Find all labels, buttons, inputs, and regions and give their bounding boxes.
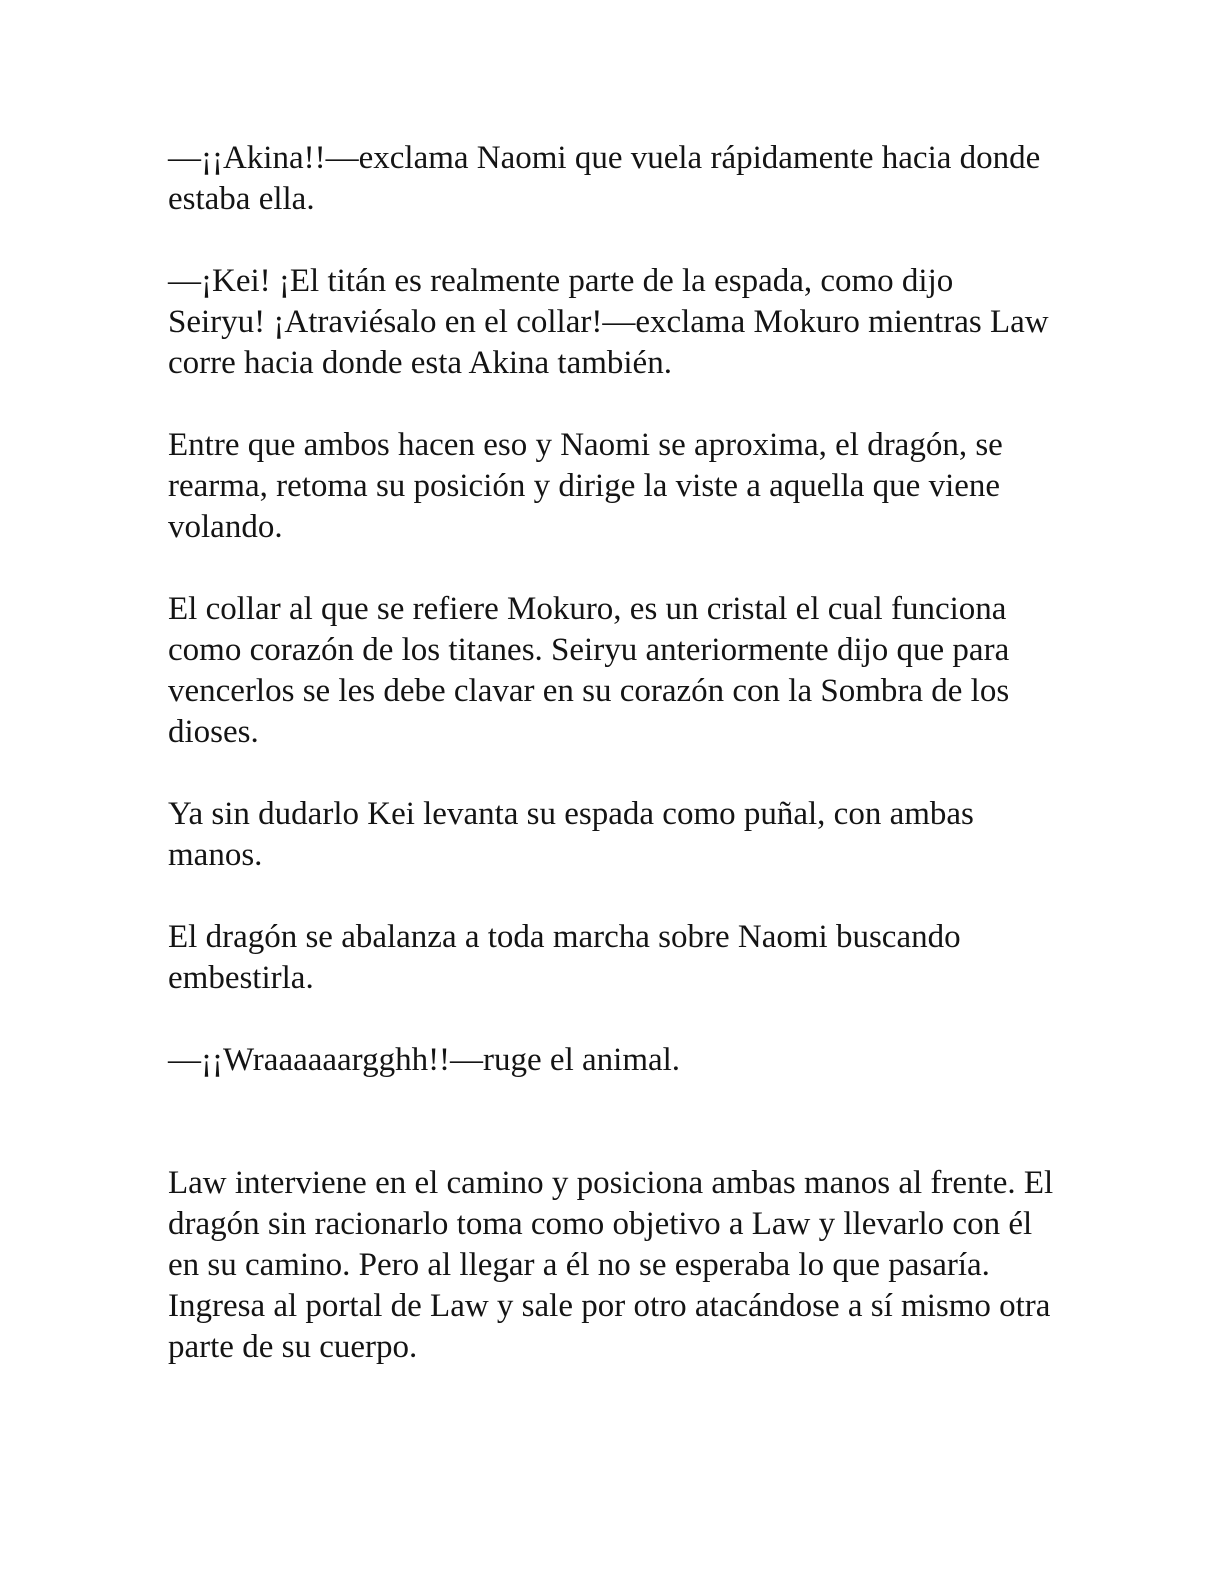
paragraph-1: —¡¡Akina!!—exclama Naomi que vuela rápidamente hacia donde estaba ella. [168,140,1041,217]
paragraph-8: Law interviene en el camino y posiciona ambas manos al frente. El dragón sin racionarlo toma como objetivo a Law y llevarlo con él en su camino. Pero al llegar a él no se esperaba lo que pasaría. Ingresa al portal de Law y sale por otro atacándose a sí mismo otra parte de su cuerpo. [168,1165,1054,1365]
paragraph-6: El dragón se abalanza a toda marcha sobre Naomi buscando embestirla. [168,919,961,996]
paragraph-5: Ya sin dudarlo Kei levanta su espada como puñal, con ambas manos. [168,796,974,873]
paragraph-4: El collar al que se refiere Mokuro, es un cristal el cual funciona como corazón de los titanes. Seiryu anteriormente dijo que para vencerlos se les debe clavar en su corazón con la Sombra de los dioses. [168,591,1010,750]
paragraph-2: —¡Kei! ¡El titán es realmente parte de la espada, como dijo Seiryu! ¡Atraviésalo en el collar!—exclama Mokuro mientras Law corre hacia donde esta Akina también. [168,263,1049,381]
paragraph-3: Entre que ambos hacen eso y Naomi se aproxima, el dragón, se rearma, retoma su posición y dirige la viste a aquella que viene volando. [168,427,1003,545]
paragraph-7: —¡¡Wraaaaaargghh!!—ruge el animal. [168,1042,681,1078]
document-page [168,138,1058,1409]
